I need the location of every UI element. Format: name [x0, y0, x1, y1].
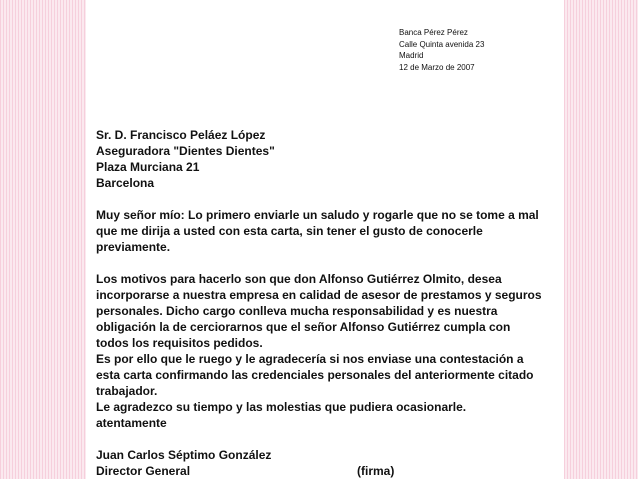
text-line: Muy señor mío: Lo primero enviarle un saludo y rogarle que no se tome a mal	[96, 208, 539, 222]
text-line: obligación la de cerciorarnos que el señor Alfonso Gutiérrez cumpla con	[96, 320, 511, 334]
spacer	[96, 255, 562, 271]
recipient-city: Barcelona	[96, 176, 155, 190]
sender-city: Madrid	[399, 51, 424, 60]
spacer	[96, 431, 562, 447]
text-line: trabajador.	[96, 384, 158, 398]
recipient-company: Aseguradora "Dientes Dientes"	[96, 144, 275, 158]
text-line: Le agradezco su tiempo y las molestias que pudiera ocasionarle.	[96, 400, 467, 414]
signature-label: (firma)	[357, 464, 395, 478]
signature-block	[96, 447, 562, 479]
text-line: que me dirija a usted con esta carta, sin tener el gusto de conocerle	[96, 224, 483, 238]
letter-date: 12 de Marzo de 2007	[399, 62, 475, 72]
text-line: Los motivos para hacerlo son que don Alfonso Gutiérrez Olmito, desea	[96, 272, 502, 286]
recipient-name: Sr. D. Francisco Peláez López	[96, 128, 266, 142]
letter-body	[96, 127, 562, 479]
signer-name: Juan Carlos Séptimo González	[96, 448, 272, 462]
text-line: Es por ello que le ruego y le agradecería si nos enviase una contestación a	[96, 352, 524, 366]
closing: atentamente	[96, 416, 167, 430]
signer-title-line	[96, 463, 562, 479]
paragraph-thanks	[96, 399, 562, 415]
sender-name: Banca Pérez Pérez	[399, 28, 468, 37]
paragraph-greeting	[96, 207, 562, 255]
paragraph-motives	[96, 271, 562, 351]
spacer	[96, 191, 562, 207]
text-line: personales. Dicho cargo conlleva mucha responsabilidad y es nuestra	[96, 304, 498, 318]
text-line: previamente.	[96, 240, 171, 254]
recipient-block	[96, 127, 562, 191]
text-line: incorporarse a nuestra empresa en calidad de asesor de prestamos y seguros	[96, 288, 542, 302]
recipient-address: Plaza Murciana 21	[96, 160, 200, 174]
text-line: todos los requisitos pedidos.	[96, 336, 263, 350]
sender-block	[399, 27, 484, 73]
paragraph-request	[96, 351, 562, 399]
text-line: esta carta confirmando las credenciales personales del anteriormente citado	[96, 368, 534, 382]
signer-title: Director General	[96, 464, 191, 478]
sender-street: Calle Quinta avenida 23	[399, 39, 485, 49]
